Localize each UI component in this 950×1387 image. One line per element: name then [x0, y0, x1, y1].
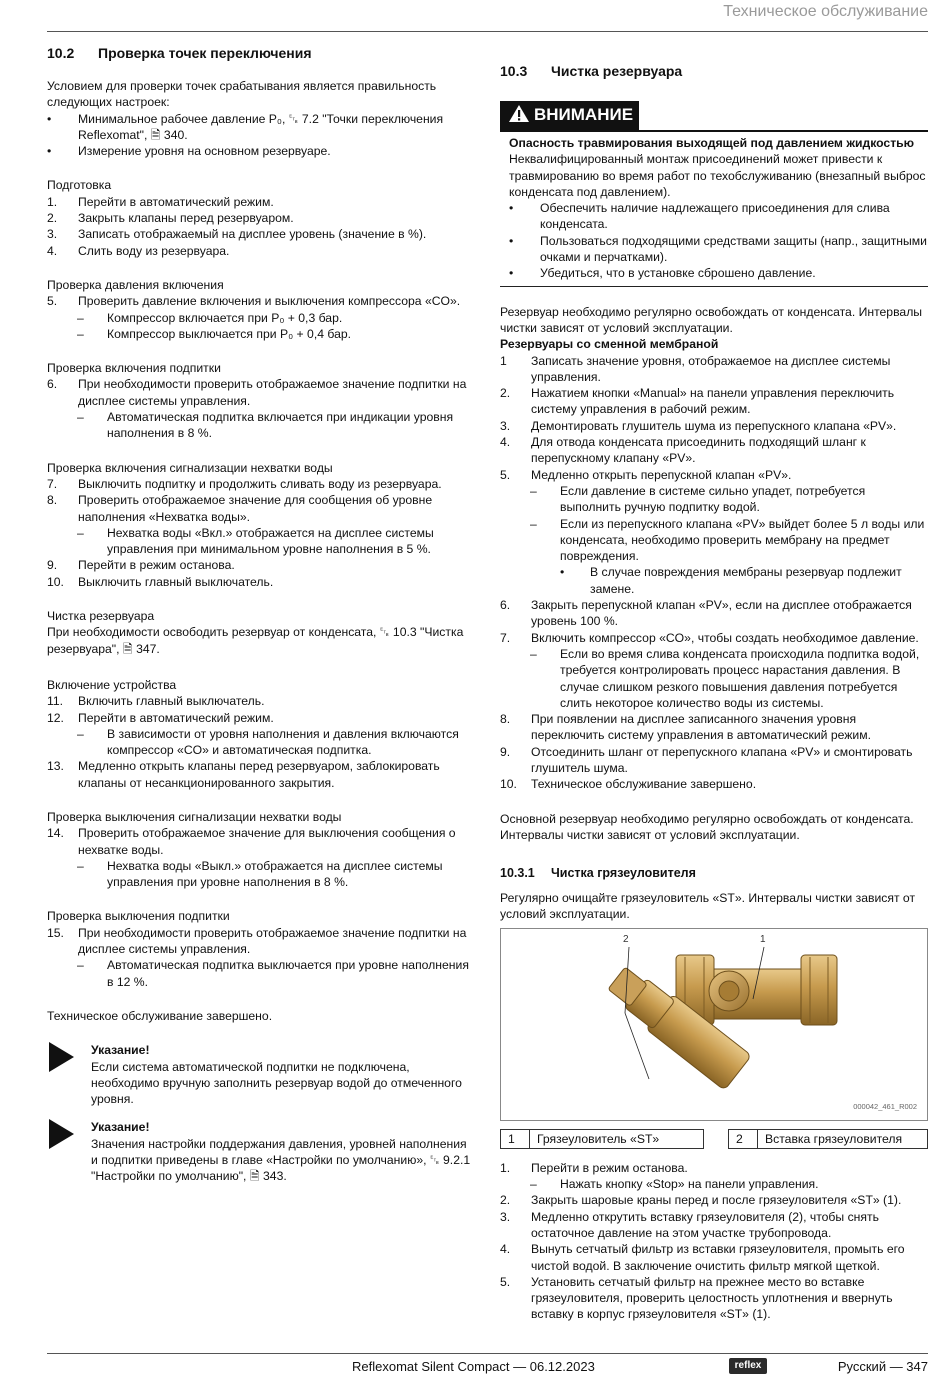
figure-callout-1: 1: [760, 933, 766, 945]
list-item: – Компрессор выключается при P₀ + 0,4 бар.: [77, 326, 352, 341]
section-heading-10-2: 10.2 Проверка точек переключения: [47, 45, 312, 61]
warning-rule: [500, 130, 928, 132]
note-title: Указание!: [91, 1120, 150, 1135]
list-item: • Обеспечить наличие надлежащего присоединения для слива конденсата.: [509, 201, 890, 232]
list-item: 2. Нажатием кнопки «Manual» на панели управления переключить систему управления в рабочий режим.: [500, 386, 895, 417]
strainer-figure: [500, 928, 928, 1121]
subheading-preparation: Подготовка: [47, 178, 112, 193]
list-item: 4. Вынуть сетчатый фильтр из вставки грязеуловителя, промыть его чистой водой. В заключение очистить фильтр мягкой щеткой.: [500, 1242, 905, 1273]
list-item: • Пользоваться подходящими средствами защиты (напр., защитными очками и перчатками).: [509, 233, 927, 265]
list-item: • Минимальное рабочее давление P₀, ␗ 7.2 "Точки переключения Reflexomat", 🗎 340.: [47, 111, 444, 142]
warning-box: [500, 101, 928, 287]
intro-text: Условием для проверки точек срабатывания является правильность следующих настроек:: [47, 79, 437, 110]
list-item: 6. При необходимости проверить отображаемое значение подпитки на дисплее системы управления.: [47, 377, 467, 408]
warning-badge: ВНИМАНИЕ: [500, 101, 639, 130]
note-arrow-icon: [49, 1042, 74, 1072]
subheading-membrane: Резервуары со сменной мембраной: [500, 337, 719, 352]
note-title: Указание!: [91, 1043, 150, 1058]
list-item: – Нехватка воды «Вкл.» отображается на дисплее системы управления при минимальном уровне наполнения в 5 %.: [77, 525, 434, 557]
list-item: 14. Проверить отображаемое значение для выключения сообщения о нехватке воды.: [47, 826, 456, 857]
warning-triangle-icon: [508, 104, 530, 123]
strainer-illustration: [501, 929, 928, 1121]
list-item: 1. Перейти в режим останова.: [500, 1160, 688, 1175]
list-item: 5. Проверить давление включения и выключения компрессора «CO».: [47, 294, 461, 309]
section-heading-10-3: 10.3 Чистка резервуара: [500, 63, 683, 79]
list-item: 6. Закрыть перепускной клапан «PV», если на дисплее отображается уровень 100 %.: [500, 598, 912, 629]
note-text: Значения настройки поддержания давления, уровней наполнения и подпитки приведены в главе «Настройки по умолчанию», ␗ 9.2.1 "Настройки по умолчанию", 🗎 343.: [91, 1136, 471, 1184]
list-item: • Убедиться, что в установке сброшено давление.: [509, 266, 816, 281]
list-item: 1 Записать значение уровня, отображаемое на дисплее системы управления.: [500, 353, 891, 384]
figure-callout-2: 2: [623, 933, 629, 945]
list-item: 1. Перейти в автоматический режим.: [47, 194, 274, 209]
header-divider: [47, 31, 928, 32]
list-item: – Автоматическая подпитка включается при индикации уровня наполнения в 8 %.: [77, 410, 454, 441]
page-footer: [47, 1357, 928, 1377]
list-item: 8. При появлении на дисплее записанного значения уровня переключить систему управления в автоматический режим.: [500, 712, 871, 743]
list-item: • Измерение уровня на основном резервуаре.: [47, 144, 331, 159]
list-item: 8. Проверить отображаемое значение для сообщения об уровне наполнения «Нехватка воды».: [47, 493, 433, 524]
subheading-cleaning: Чистка резервуара: [47, 609, 155, 624]
cleaning-text: При необходимости освободить резервуар от конденсата, ␗ 10.3 "Чистка резервуара", 🗎 347.: [47, 625, 464, 656]
list-item: 11. Включить главный выключатель.: [47, 694, 265, 709]
subheading-lack-on: Проверка включения сигнализации нехватки воды: [47, 460, 333, 475]
warning-title: Опасность травмирования выходящей под давлением жидкостью: [509, 136, 915, 150]
list-item: 13. Медленно открыть клапаны перед резервуаром, заблокировать клапаны от несанкционированного закрытия.: [47, 759, 440, 790]
list-item: 4. Для отвода конденсата присоединить подходящий шланг к перепускному клапану «PV».: [500, 435, 866, 466]
paragraph: Основной резервуар необходимо регулярно освобождать от конденсата. Интервалы чистки зависят от условий эксплуатации.: [500, 811, 914, 842]
subheading-refill-on: Проверка включения подпитки: [47, 361, 221, 376]
note-text: Если система автоматической подпитки не подключена, необходимо вручную заполнить резервуар водой до отмеченного уровня.: [91, 1059, 462, 1107]
list-item: 7. Включить компрессор «CO», чтобы создать необходимое давление.: [500, 630, 919, 645]
note-box: [47, 1119, 472, 1184]
left-column: [47, 44, 472, 1185]
note-box: [47, 1042, 472, 1107]
list-item: – Нехватка воды «Выкл.» отображается на дисплее системы управления при уровне наполнения в 8 %.: [77, 858, 443, 890]
subheading-lack-off: Проверка выключения сигнализации нехватки воды: [47, 809, 342, 824]
list-item: 12. Перейти в автоматический режим.: [47, 710, 274, 725]
legend-item: 2 Вставка грязеуловителя: [728, 1129, 928, 1149]
subheading-power-on: Включение устройства: [47, 677, 177, 692]
list-item: 15. При необходимости проверить отображаемое значение подпитки на дисплее системы управления.: [47, 925, 467, 957]
right-column: [500, 62, 928, 1323]
list-item: – В зависимости от уровня наполнения и давления включаются компрессор «CO» и автоматическая подпитка.: [77, 726, 459, 758]
list-item: 5. Медленно открыть перепускной клапан «PV».: [500, 467, 792, 482]
list-item: 9. Перейти в режим останова.: [47, 558, 235, 573]
maintenance-complete: Техническое обслуживание завершено.: [47, 1008, 273, 1023]
list-item: – Нажать кнопку «Stop» на панели управления.: [530, 1177, 819, 1192]
list-item: 2. Закрыть шаровые краны перед и после грязеуловителя «ST» (1).: [500, 1193, 902, 1208]
list-item: 4. Слить воду из резервуара.: [47, 243, 230, 258]
list-item: 10. Выключить главный выключатель.: [47, 574, 274, 589]
reflex-logo: reflex: [729, 1358, 767, 1374]
list-item: 3. Записать отображаемый на дисплее уровень (значение в %).: [47, 227, 427, 242]
figure-legend: [500, 1129, 928, 1149]
list-item: • В случае повреждения мембраны резервуар подлежит замене.: [560, 565, 902, 596]
list-item: 5. Установить сетчатый фильтр на прежнее место во вставке грязеуловителя, проверить целостность уплотнения и ввернуть вставку в корпус грязеуловителя «ST» (1).: [500, 1274, 893, 1322]
list-item: – Если давление в системе сильно упадет, потребуется выполнить ручную подпитку водой.: [530, 483, 866, 515]
legend-item: 1 Грязеуловитель «ST»: [500, 1129, 704, 1149]
list-item: – Автоматическая подпитка выключается при уровне наполнения в 12 %.: [77, 958, 469, 989]
list-item: 7. Выключить подпитку и продолжить сливать воду из резервуара.: [47, 476, 442, 491]
list-item: – Компрессор включается при P₀ + 0,3 бар.: [77, 310, 343, 325]
page-header-section: Техническое обслуживание: [723, 3, 928, 20]
list-item: 2. Закрыть клапаны перед резервуаром.: [47, 211, 294, 226]
list-item: 9. Отсоединить шланг от перепускного клапана «PV» и смонтировать глушитель шума.: [500, 744, 913, 775]
note-arrow-icon: [49, 1119, 74, 1149]
footer-divider: [47, 1353, 928, 1354]
list-item: – Если во время слива конденсата происходила подпитка водой, требуется контролировать процесс нарастания давления. В случае слишком резкого повышения давления потребуется слить некоторое количество воды из системы.: [530, 646, 920, 710]
section-heading-10-3-1: 10.3.1 Чистка грязеуловителя: [500, 866, 696, 881]
paragraph: Резервуар необходимо регулярно освобождать от конденсата. Интервалы чистки зависят от условий эксплуатации.: [500, 304, 923, 335]
paragraph: Регулярно очищайте грязеуловитель «ST». Интервалы чистки зависят от условий эксплуатации.: [500, 891, 916, 922]
list-item: – Если из перепускного клапана «PV» выйдет более 5 л воды или конденсата, необходимо проверить мембрану на предмет повреждения.: [530, 516, 925, 564]
footer-document: Reflexomat Silent Compact — 06.12.2023: [352, 1359, 595, 1374]
footer-page: Русский — 347: [837, 1359, 928, 1374]
subheading-pressure: Проверка давления включения: [47, 277, 224, 292]
warning-text: Неквалифицированный монтаж присоединений может привести к травмированию во время работ по техобслуживанию (внезапный выброс конденсата под давлением).: [509, 152, 926, 199]
list-item: 3. Медленно открутить вставку грязеуловителя (2), чтобы снять остаточное давление на этом участке трубопровода.: [500, 1209, 879, 1240]
list-item: 3. Демонтировать глушитель шума из перепускного клапана «PV».: [500, 418, 897, 433]
figure-code: 000042_461_R002: [853, 1102, 917, 1112]
list-item: 10. Техническое обслуживание завершено.: [500, 777, 757, 792]
subheading-refill-off: Проверка выключения подпитки: [47, 909, 230, 924]
